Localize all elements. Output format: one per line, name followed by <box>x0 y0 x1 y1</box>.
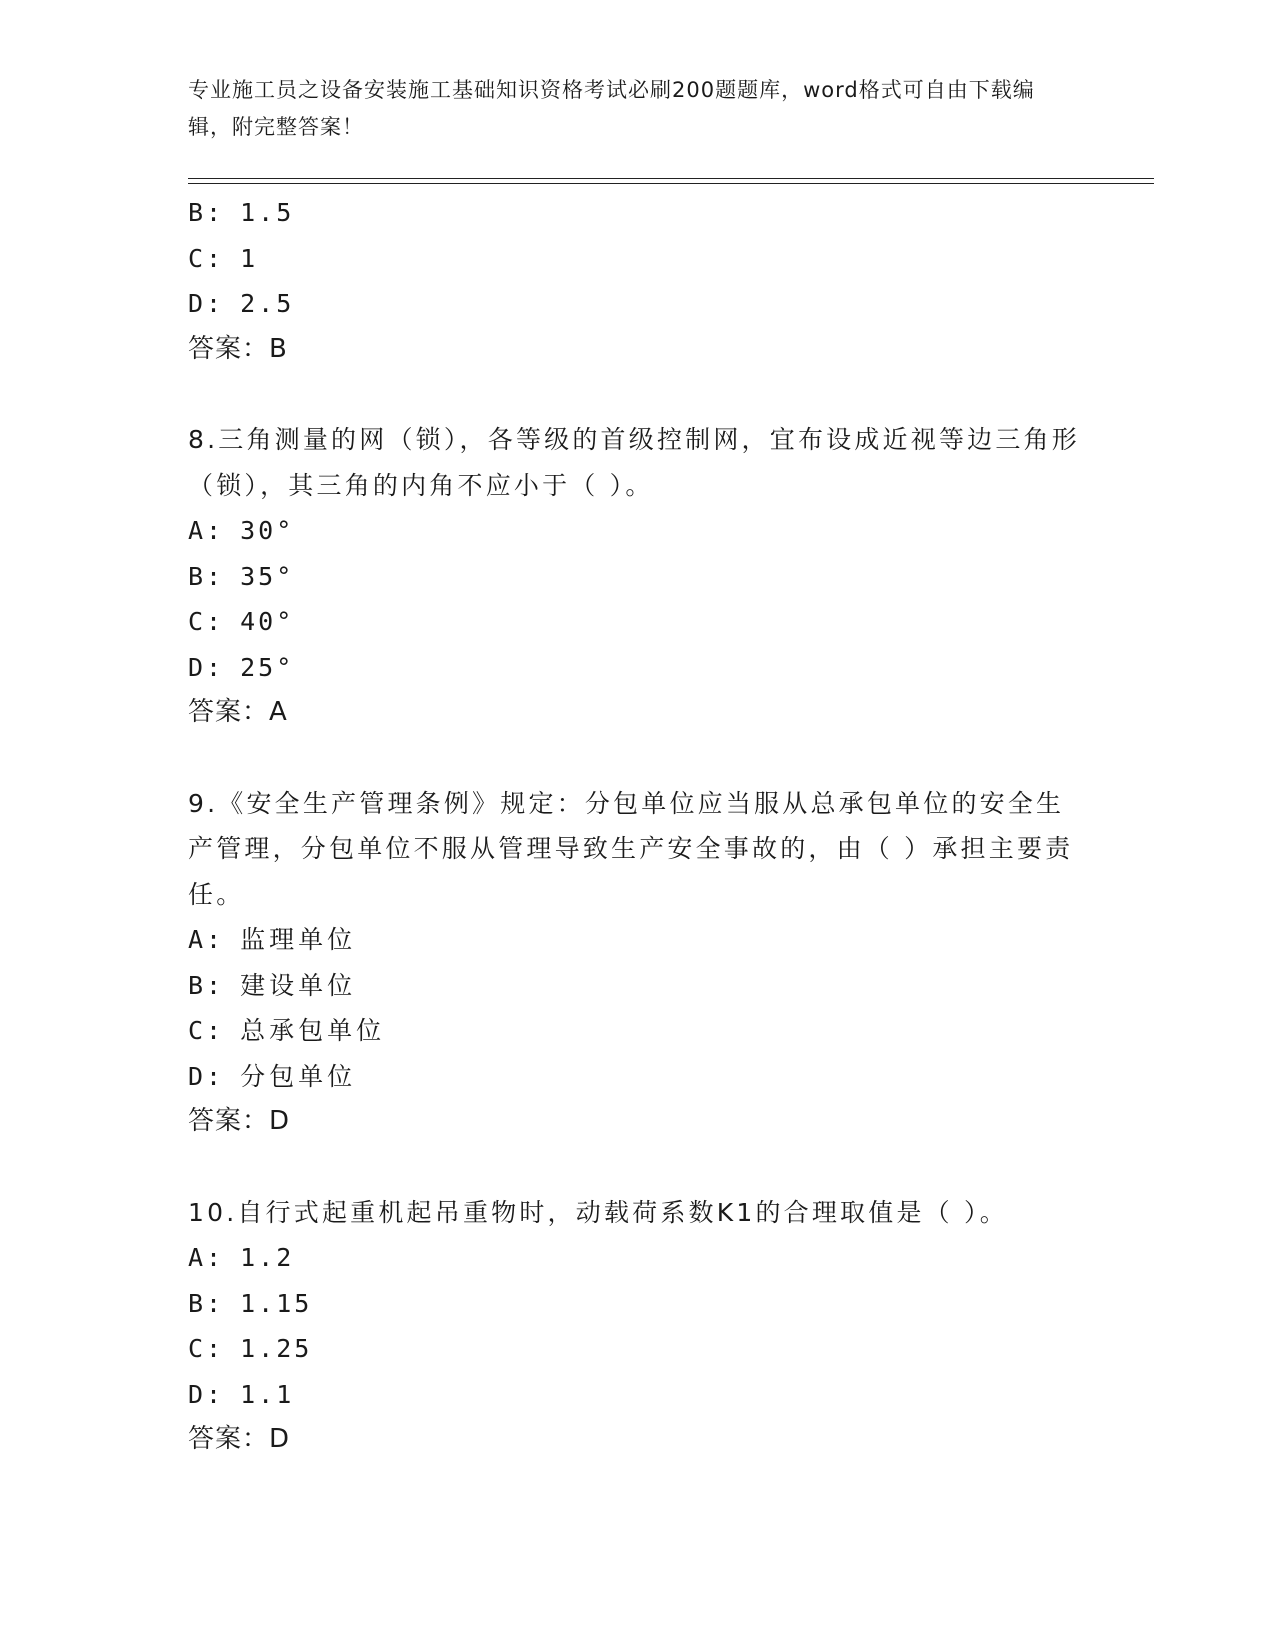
option-key: A: <box>188 925 225 954</box>
answer-row <box>188 690 1088 736</box>
question-stem: 10.自行式起重机起吊重物时，动载荷系数K1的合理取值是（ ）。 <box>188 1197 1008 1227</box>
option-key: C: <box>188 607 225 636</box>
option-value: 1.25 <box>240 1334 313 1363</box>
option-row <box>188 281 1088 327</box>
option-row <box>188 1054 1088 1100</box>
question-stem: 9.《安全生产管理条例》规定：分包单位应当服从总承包单位的安全生产管理，分包单位不服从管理导致生产安全事故的，由（ ）承担主要责任。 <box>188 788 1074 909</box>
option-key: B: <box>188 561 225 591</box>
option-value: 1.1 <box>240 1379 295 1409</box>
header-text: 专业施工员之设备安装施工基础知识资格考试必刷200题题库，word格式可自由下载编辑，附完整答案！ <box>188 78 1035 139</box>
option-value: 1.5 <box>240 198 295 227</box>
option-row <box>188 554 1088 600</box>
option-value: 建设单位 <box>240 970 357 1000</box>
answer-row <box>188 1417 1088 1463</box>
option-row <box>188 1326 1088 1372</box>
option-row <box>188 1235 1088 1281</box>
option-value: 2.5 <box>240 289 295 318</box>
page-header <box>188 72 1078 146</box>
option-row <box>188 508 1088 554</box>
option-value: 1 <box>240 243 259 273</box>
option-row <box>188 190 1088 236</box>
option-key: B: <box>188 1288 225 1318</box>
option-key: B: <box>188 198 225 227</box>
answer-label: 答案： <box>188 1106 270 1136</box>
answer-label: 答案： <box>188 697 270 727</box>
option-row <box>188 917 1088 963</box>
option-value: 1.2 <box>240 1243 295 1272</box>
option-value: 25° <box>240 652 295 682</box>
option-key: A: <box>188 516 225 545</box>
option-key: A: <box>188 1243 225 1272</box>
option-row <box>188 645 1088 691</box>
option-row <box>188 963 1088 1009</box>
option-value: 35° <box>240 561 295 591</box>
question-10 <box>188 1190 1088 1463</box>
option-row <box>188 1008 1088 1054</box>
answer-row <box>188 327 1088 373</box>
question-9 <box>188 781 1088 1145</box>
option-key: C: <box>188 243 225 273</box>
answer-value: D <box>269 1424 291 1454</box>
option-value: 总承包单位 <box>240 1016 386 1045</box>
option-value: 监理单位 <box>240 925 357 954</box>
question-list <box>188 190 1088 1463</box>
prev-question <box>188 190 1088 372</box>
option-key: D: <box>188 1379 225 1409</box>
answer-label: 答案： <box>188 1424 270 1454</box>
option-key: D: <box>188 1061 225 1091</box>
option-key: D: <box>188 652 225 682</box>
option-key: C: <box>188 1334 225 1363</box>
option-row <box>188 236 1088 282</box>
header-rule-top <box>188 178 1154 179</box>
answer-value: D <box>269 1106 291 1136</box>
answer-row <box>188 1099 1088 1145</box>
option-row <box>188 1372 1088 1418</box>
answer-label: 答案： <box>188 333 270 364</box>
option-value: 分包单位 <box>240 1061 357 1091</box>
option-value: 40° <box>240 607 295 636</box>
option-row <box>188 1281 1088 1327</box>
option-value: 1.15 <box>240 1288 313 1318</box>
question-stem: 8.三角测量的网（锁），各等级的首级控制网，宜布设成近视等边三角形（锁），其三角的内角不应小于（ ）。 <box>188 425 1080 500</box>
option-row <box>188 599 1088 645</box>
option-key: C: <box>188 1016 225 1045</box>
answer-value: B <box>269 333 288 364</box>
answer-value: A <box>269 697 288 727</box>
question-8 <box>188 417 1088 736</box>
option-value: 30° <box>240 516 295 545</box>
option-key: B: <box>188 970 225 1000</box>
header-rule-bottom <box>188 183 1154 184</box>
option-key: D: <box>188 289 225 318</box>
